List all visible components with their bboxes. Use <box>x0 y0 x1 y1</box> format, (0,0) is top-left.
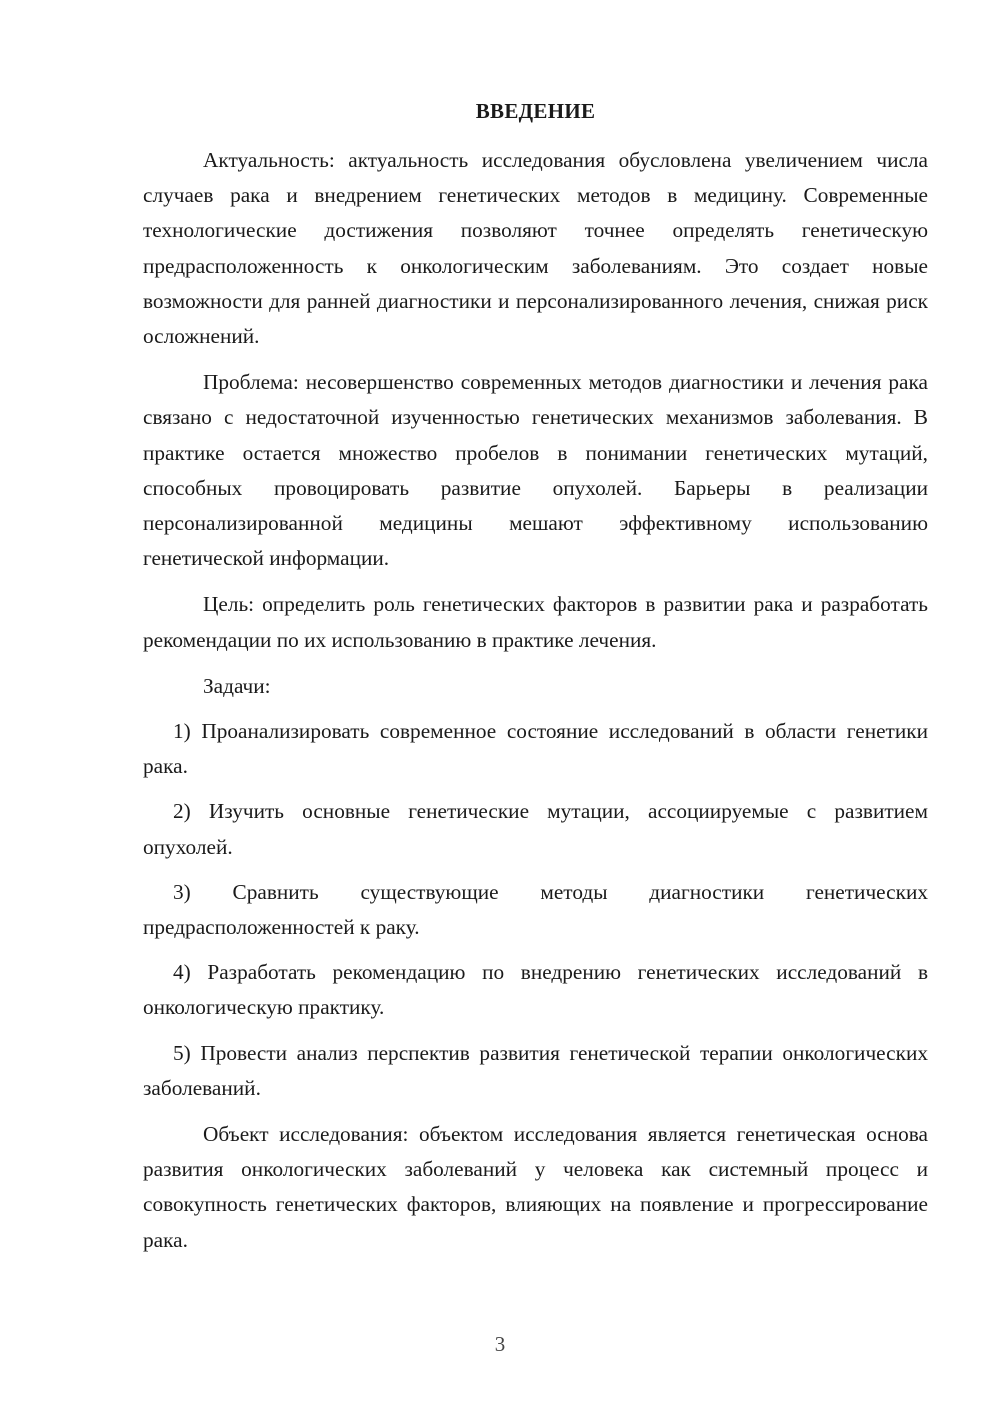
document-page <box>143 94 928 1258</box>
task-item: 3) Сравнить существующие методы диагностики генетических предрасположенностей к раку. <box>143 879 928 940</box>
problem-paragraph: Проблема: несовершенство современных методов диагностики и лечения рака связано с недостаточной изученностью генетических механизмов заболевания. В практике остается множество пробелов в понимании генетических мутаций, способных провоцировать развитие опухолей. Барьеры в реализации персонализированной медицины мешают эффективному использованию генетической информации. <box>143 370 928 571</box>
tasks-list <box>143 714 928 1106</box>
page-number: 3 <box>494 1332 506 1356</box>
task-item: 5) Провести анализ перспектив развития генетической терапии онкологических заболеваний. <box>143 1040 928 1100</box>
task-item: 1) Проанализировать современное состояние исследований в области генетики рака. <box>143 719 928 779</box>
task-item: 4) Разработать рекомендацию по внедрению генетических исследований в онкологическую практику. <box>143 960 928 1020</box>
goal-paragraph: Цель: определить роль генетических факторов в развитии рака и разработать рекомендации по их использованию в практике лечения. <box>143 592 928 652</box>
relevance-paragraph: Актуальность: актуальность исследования обусловлена увеличением числа случаев рака и внедрением генетических методов в медицину. Современные технологические достижения позволяют точнее определять генетическую предрасположенность к онкологическим заболеваниям. Это создает новые возможности для ранней диагностики и персонализированного лечения, снижая риск осложнений. <box>143 148 928 349</box>
object-paragraph: Объект исследования: объектом исследования является генетическая основа развития онкологических заболеваний у человека как системный процесс и совокупность генетических факторов, влияющих на появление и прогрессирование рака. <box>143 1122 928 1252</box>
tasks-heading: Задачи: <box>203 673 271 698</box>
task-item: 2) Изучить основные генетические мутации, ассоциируемые с развитием опухолей. <box>143 799 928 859</box>
page-title: ВВЕДЕНИЕ <box>475 99 596 123</box>
